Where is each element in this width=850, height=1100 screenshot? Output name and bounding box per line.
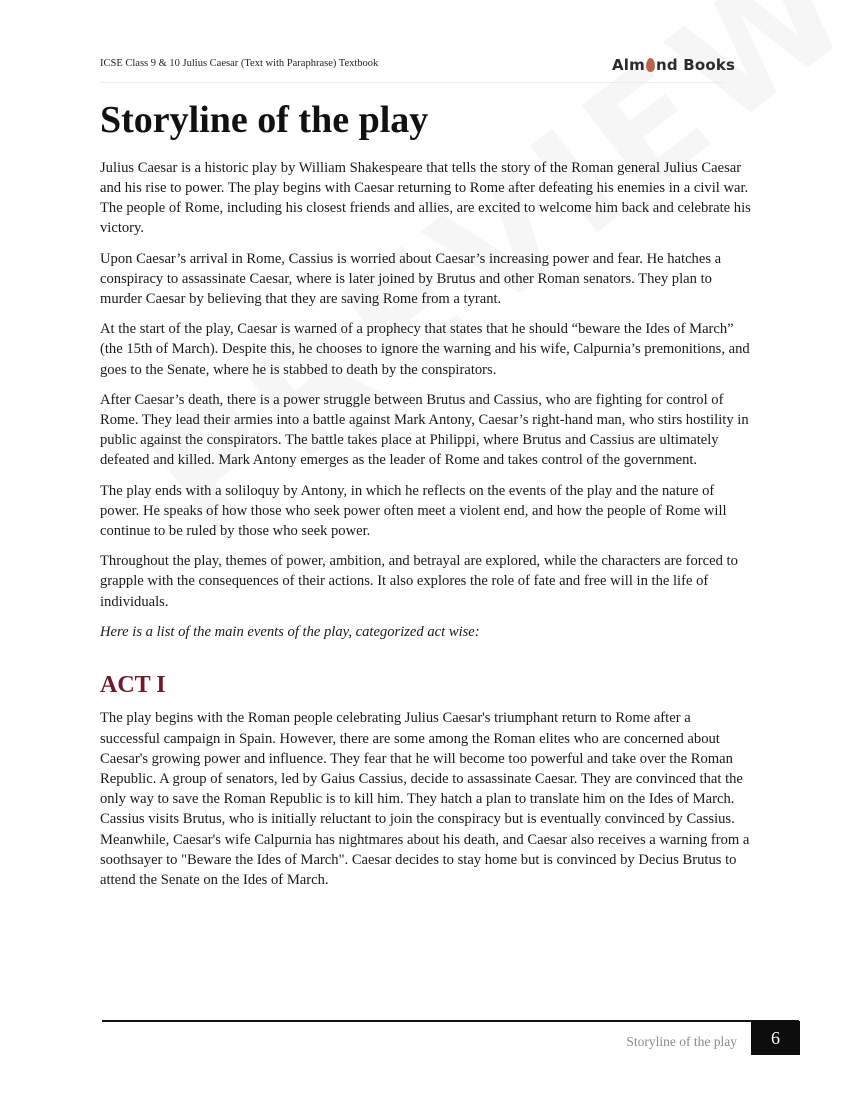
header-book-title: ICSE Class 9 & 10 Julius Caesar (Text with Paraphrase) Textbook [100, 58, 379, 69]
main-content [100, 100, 752, 900]
act-heading: ACT I [100, 672, 166, 699]
page-number: 6 [751, 1021, 800, 1055]
brand-logo [612, 56, 735, 74]
header-divider [100, 82, 723, 83]
footer-divider [102, 1020, 799, 1022]
footer-section-label: Storyline of the play [626, 1034, 737, 1049]
body-paragraph: Julius Caesar is a historic play by William Shakespeare that tells the story of the Roman general Julius Caesar and his rise to power. The play begins with Caesar returning to Rome after defeating his enemies in a civil war. The people of Rome, including his closest friends and allies, are excited to welcome him back and celebrate his victory. [100, 159, 751, 237]
act-paragraph: The play begins with the Roman people celebrating Julius Caesar's triumphant return to Rome after a successful campaign in Spain. However, there are some among the Roman elites who are concerned about Caesar's growing power and influence. They fear that he will become too powerful and take over the Roman Republic. A group of senators, led by Gaius Cassius, decide to assassinate Caesar. They are convinced that the only way to save the Roman Republic is to kill him. They hatch a plan to translate him on the Ides of March. Cassius visits Brutus, who is initially reluctant to join the conspiracy but is eventually convinced by Cassius. Meanwhile, Caesar's wife Calpurnia has nightmares about his death, and Caesar also receives a warning from a soothsayer to "Beware the Ides of March". Caesar decides to stay home but is convinced by Decius Brutus to attend the Senate on the Ides of March. [100, 710, 750, 889]
body-paragraph: Upon Caesar’s arrival in Rome, Cassius is worried about Caesar’s increasing power and fear. He hatches a conspiracy to assassinate Caesar, where is later joined by Brutus and other Roman senators. They plan to murder Caesar by believing that they are saving Rome from a tyrant. [100, 250, 722, 308]
brand-logo-text-start: Alm [612, 56, 645, 74]
body-paragraph: At the start of the play, Caesar is warned of a prophecy that states that he should “beware the Ides of March” (the 15th of March). Despite this, he chooses to ignore the warning and his wife, Calpurnia’s premonitions, and goes to the Senate, where he is stabbed to death by the conspirators. [100, 321, 750, 378]
body-paragraph: The play ends with a soliloquy by Antony, in which he reflects on the events of the play and the nature of power. He speaks of how those who seek power often meet a violent end, and how the people of Rome will continue to be ruled by those who seek power. [100, 482, 727, 540]
page-title: Storyline of the play [100, 99, 429, 141]
act-list-intro: Here is a list of the main events of the play, categorized act wise: [100, 623, 480, 640]
body-paragraph: After Caesar’s death, there is a power struggle between Brutus and Cassius, who are fighting for control of Rome. They lead their armies into a battle against Mark Antony, Caesar’s right-hand man, who stirs hostility in public against the conspirators. The battle takes place at Philippi, where Brutus and Cassius are ultimately defeated and killed. Mark Antony emerges as the leader of Rome and takes control of the government. [100, 391, 749, 469]
almond-icon [646, 58, 655, 72]
body-paragraph: Throughout the play, themes of power, ambition, and betrayal are explored, while the characters are forced to grapple with the consequences of their actions. It also explores the role of fate and free will in the life of individuals. [100, 553, 738, 610]
brand-logo-text-end: nd Books [655, 56, 736, 74]
